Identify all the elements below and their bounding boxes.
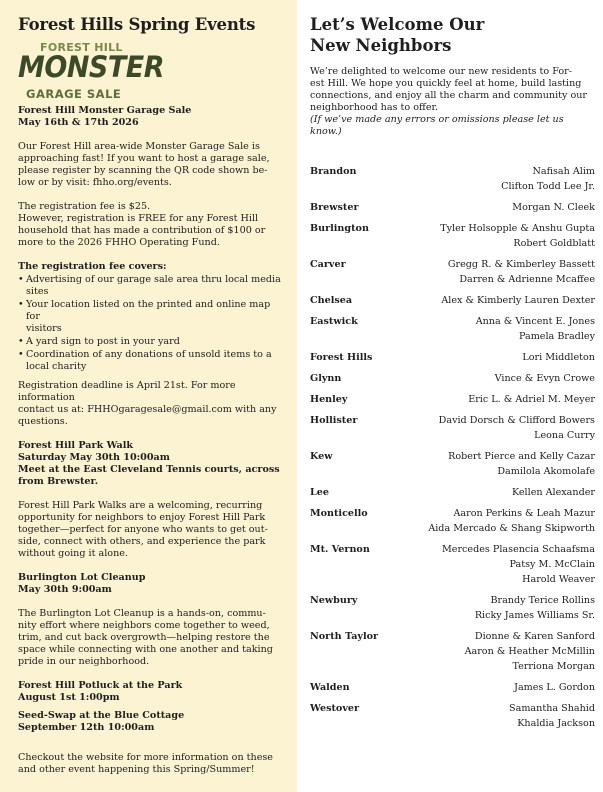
street-name: Henley bbox=[310, 394, 348, 405]
potluck-title: Forest Hill Potluck at the Park bbox=[18, 680, 183, 691]
street-name: Chelsea bbox=[310, 295, 353, 306]
resident-name: James L. Gordon bbox=[514, 682, 595, 693]
resident-names bbox=[495, 371, 595, 386]
street-name: Eastwick bbox=[310, 316, 358, 327]
resident-name: Aaron Perkins & Leah Mazur bbox=[453, 508, 595, 519]
garage-sale-title: Forest Hill Monster Garage Sale bbox=[18, 105, 192, 116]
resident-name: Khaldia Jackson bbox=[517, 718, 595, 729]
resident-name: Robert Goldblatt bbox=[513, 238, 595, 249]
neighbor-row bbox=[310, 413, 595, 443]
resident-name: Tyler Holsopple & Anshu Gupta bbox=[440, 223, 595, 234]
street-name: Newbury bbox=[310, 595, 358, 606]
registration-fee-text: The registration fee is $25. However, registration is FREE for any Forest Hill household that has made a contribution of $100 or more to the 2026 FHHO Operating Fund. bbox=[18, 201, 266, 248]
list-item: • Coordination of any donations of unsold items to a local charity bbox=[18, 349, 285, 373]
resident-name: Harold Weaver bbox=[522, 574, 595, 585]
neighbor-row bbox=[310, 629, 595, 674]
neighbor-row bbox=[310, 314, 595, 344]
street-name: Kew bbox=[310, 451, 333, 462]
street-name: Mt. Vernon bbox=[310, 544, 370, 555]
street-name: Monticello bbox=[310, 508, 368, 519]
errors-note: (If we’ve made any errors or omissions please let us know.) bbox=[310, 114, 564, 137]
neighbor-row bbox=[310, 293, 595, 308]
resident-names bbox=[428, 506, 595, 536]
neighbor-row bbox=[310, 701, 595, 731]
seed-swap-title: Seed-Swap at the Blue Cottage bbox=[18, 710, 185, 721]
street-name: Lee bbox=[310, 487, 329, 498]
neighbor-row bbox=[310, 485, 595, 500]
resident-name: Damilola Akomolafe bbox=[497, 466, 595, 477]
street-name: Walden bbox=[310, 682, 350, 693]
resident-name: Ricky James Williams Sr. bbox=[474, 610, 595, 621]
resident-name: Kellen Alexander bbox=[511, 487, 595, 498]
events-column bbox=[0, 0, 297, 792]
cleanup-date: May 30th 9:00am bbox=[18, 584, 112, 595]
resident-names bbox=[509, 701, 595, 731]
resident-names bbox=[512, 200, 595, 215]
street-name: Glynn bbox=[310, 373, 342, 384]
resident-names bbox=[441, 293, 595, 308]
resident-name: David Dorsch & Clifford Bowers bbox=[438, 415, 595, 426]
resident-name: Vince & Evyn Crowe bbox=[494, 373, 595, 384]
resident-names bbox=[439, 413, 595, 443]
park-walk-line: from Brewster. bbox=[18, 476, 99, 487]
logo-line-1: FOREST HILL bbox=[40, 41, 123, 54]
resident-name: Mercedes Plasencia Schaafsma bbox=[441, 544, 595, 555]
logo-line-3: GARAGE SALE bbox=[26, 87, 122, 101]
resident-name: Robert Pierce and Kelly Cazar bbox=[448, 451, 595, 462]
seed-swap-date: September 12th 10:00am bbox=[18, 722, 155, 733]
resident-name: Leona Curry bbox=[534, 430, 595, 441]
potluck-date: August 1st 1:00pm bbox=[18, 692, 120, 703]
list-item: • Your location listed on the printed and online map for visitors bbox=[18, 299, 285, 335]
neighbor-row bbox=[310, 200, 595, 215]
registration-deadline-text: Registration deadline is April 21st. For more information contact us at: FHHOgaragesale@gmail.com with any questions. bbox=[18, 380, 277, 427]
monster-garage-sale-logo bbox=[18, 41, 285, 105]
resident-name: Anna & Vincent E. Jones bbox=[475, 316, 595, 327]
street-name: Brandon bbox=[310, 166, 357, 177]
garage-sale-intro: Our Forest Hill area-wide Monster Garage Sale is approaching fast! If you want to host a garage sale, please register by scanning the QR code shown be- low or by visit: fhho.org/events. bbox=[18, 141, 270, 188]
neighbors-intro: We’re delighted to welcome our new residents to For- est Hill. We hope you quickly feel at home, build lasting connections, and enjoy all the charm and community our neighborhood has to offer. bbox=[310, 66, 588, 113]
neighbors-column bbox=[297, 0, 603, 792]
resident-name: Terriona Morgan bbox=[512, 661, 595, 672]
resident-names bbox=[448, 257, 595, 287]
resident-names bbox=[442, 542, 595, 587]
park-walk-line: Saturday May 30th 10:00am bbox=[18, 452, 170, 463]
list-item: • A yard sign to post in your yard bbox=[18, 336, 285, 348]
fee-covers-heading: The registration fee covers: bbox=[18, 261, 167, 272]
park-walk-line: Meet at the East Cleveland Tennis courts, across bbox=[18, 464, 280, 475]
resident-names bbox=[448, 449, 595, 479]
street-name: Burlington bbox=[310, 223, 369, 234]
resident-name: Eric L. & Adriel M. Meyer bbox=[468, 394, 595, 405]
neighbor-row bbox=[310, 680, 595, 695]
resident-name: Gregg R. & Kimberley Bassett bbox=[447, 259, 595, 270]
street-name: Hollister bbox=[310, 415, 358, 426]
resident-name: Clifton Todd Lee Jr. bbox=[501, 181, 595, 192]
resident-names bbox=[468, 392, 595, 407]
resident-name: Darren & Adrienne Mcaffee bbox=[459, 274, 595, 285]
logo-line-2: MONSTER bbox=[18, 50, 165, 85]
neighbor-row bbox=[310, 221, 595, 251]
resident-name: Dionne & Karen Sanford bbox=[474, 631, 595, 642]
street-name: North Taylor bbox=[310, 631, 379, 642]
resident-names bbox=[514, 680, 595, 695]
neighbor-row bbox=[310, 506, 595, 536]
resident-name: Samantha Shahid bbox=[509, 703, 595, 714]
cleanup-description: The Burlington Lot Cleanup is a hands-on, commu- nity effort where neighbors come together to weed, trim, and cut back overgrowth—helping restore the space while connecting with one another and taking pride in our neighborhood. bbox=[18, 608, 273, 667]
neighbor-row bbox=[310, 593, 595, 623]
cleanup-title: Burlington Lot Cleanup bbox=[18, 572, 146, 583]
neighbor-row bbox=[310, 257, 595, 287]
street-name: Brewster bbox=[310, 202, 359, 213]
resident-name: Aida Mercado & Shang Skipworth bbox=[428, 523, 595, 534]
street-name: Forest Hills bbox=[310, 352, 373, 363]
street-name: Westover bbox=[310, 703, 360, 714]
resident-name: Pamela Bradley bbox=[518, 331, 595, 342]
resident-name: Alex & Kimberly Lauren Dexter bbox=[441, 295, 595, 306]
neighbors-list bbox=[310, 164, 595, 737]
resident-name: Brandy Terice Rollins bbox=[490, 595, 595, 606]
resident-name: Aaron & Heather McMillin bbox=[464, 646, 595, 657]
neighbor-row bbox=[310, 449, 595, 479]
resident-names bbox=[501, 164, 595, 194]
park-walk-description: Forest Hill Park Walks are a welcoming, recurring opportunity for neighbors to enjoy Forest Hill Park together—perfect for anyone who wants to get out- side, connect with others, and experience the park without going it alone. bbox=[18, 500, 268, 559]
resident-name: Lori Middleton bbox=[522, 352, 595, 363]
resident-name: Nafisah Alim bbox=[532, 166, 595, 177]
resident-names bbox=[522, 350, 595, 365]
events-footer: Checkout the website for more information on these and other event happening this Spring/Summer! bbox=[18, 752, 273, 775]
neighbor-row bbox=[310, 371, 595, 386]
resident-names bbox=[475, 593, 595, 623]
neighbor-row bbox=[310, 350, 595, 365]
resident-names bbox=[465, 629, 595, 674]
resident-name: Morgan N. Cleek bbox=[512, 202, 595, 213]
resident-names bbox=[512, 485, 595, 500]
fee-covers-list bbox=[18, 274, 285, 373]
neighbor-row bbox=[310, 164, 595, 194]
resident-names bbox=[476, 314, 595, 344]
park-walk-title: Forest Hill Park Walk bbox=[18, 440, 134, 451]
resident-names bbox=[440, 221, 595, 251]
events-title: Forest Hills Spring Events bbox=[18, 15, 256, 34]
garage-sale-dates: May 16th & 17th 2026 bbox=[18, 117, 139, 128]
street-name: Carver bbox=[310, 259, 346, 270]
list-item: • Advertising of our garage sale area thru local media sites bbox=[18, 274, 285, 298]
neighbor-row bbox=[310, 392, 595, 407]
resident-name: Patsy M. McClain bbox=[509, 559, 595, 570]
neighbor-row bbox=[310, 542, 595, 587]
neighbors-title: Let’s Welcome Our New Neighbors bbox=[310, 15, 485, 55]
